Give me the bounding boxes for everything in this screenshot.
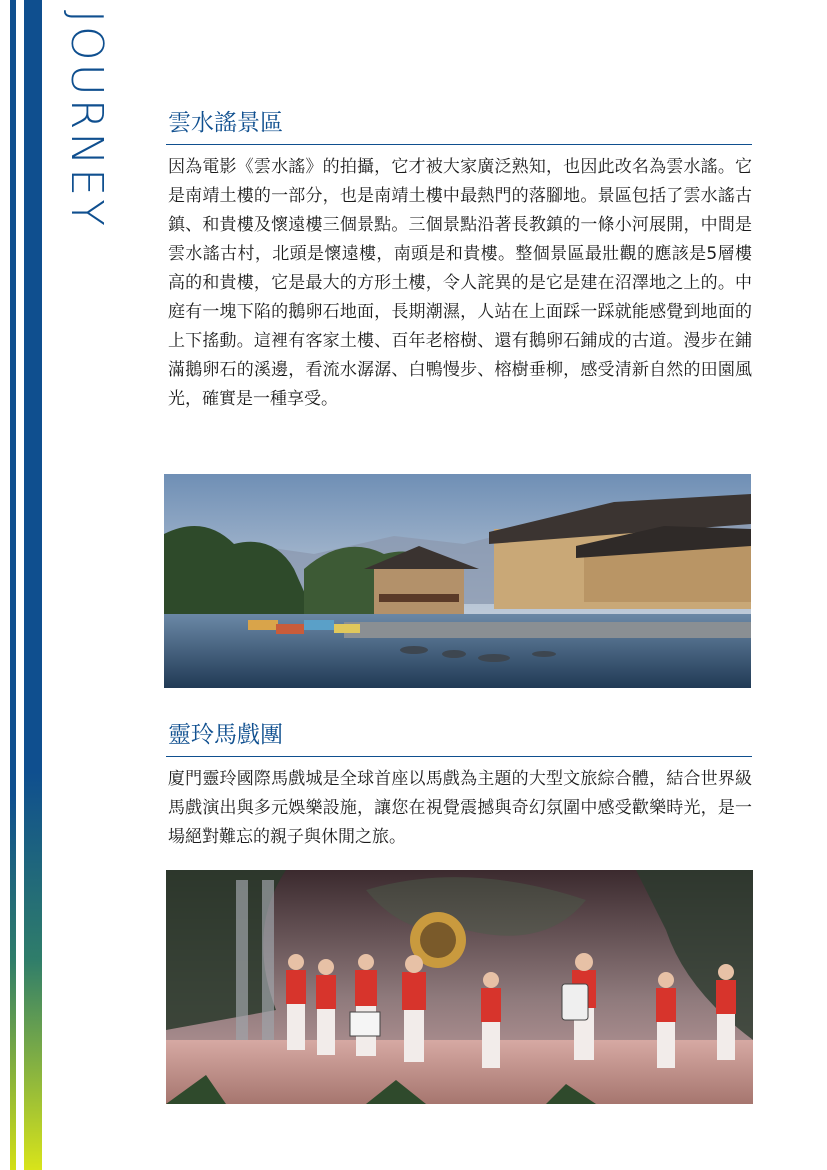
side-stripe-thin — [10, 0, 16, 1170]
section-body-circus: 廈門靈玲國際馬戲城是全球首座以馬戲為主題的大型文旅綜合體，結合世界級馬戲演出與多元娛樂設施，讓您在視覺震撼與奇幻氛圍中感受歡樂時光，是一場絕對難忘的親子與休閒之旅。 — [168, 769, 752, 847]
section-body-yunshuiyao: 因為電影《雲水謠》的拍攝，它才被大家廣泛熟知，也因此改名為雲水謠。它是南靖土樓的一部分，也是南靖土樓中最熱門的落腳地。景區包括了雲水謠古鎮、和貴樓及懷遠樓三個景點。三個景點沿著長教鎮的一條小河展開，中間是雲水謠古村，北頭是懷遠樓，南頭是和貴樓。整個景區最壯觀的應該是5層樓高的和貴樓，它是最大的方形土樓，令人詫異的是它是建在沼澤地之上的。中庭有一塊下陷的鵝卵石地面，長期潮濕，人站在上面踩一踩就能感覺到地面的上下搖動。這裡有客家土樓、百年老榕樹、還有鵝卵石鋪成的古道。漫步在鋪滿鵝卵石的溪邊，看流水潺潺、白鴨慢步、榕樹垂柳，感受清新自然的田園風光，確實是一種享受。 — [168, 157, 752, 409]
photo-tulou-river — [164, 474, 751, 688]
side-stripe-wide — [24, 0, 42, 1170]
photo-circus-band — [166, 870, 753, 1104]
section-divider — [166, 756, 752, 757]
section-divider — [166, 144, 752, 145]
journey-vertical-title: JOURNEY — [61, 10, 112, 229]
section-title-circus: 靈玲馬戲團 — [168, 722, 283, 748]
section-title-yunshuiyao: 雲水謠景區 — [168, 110, 283, 136]
